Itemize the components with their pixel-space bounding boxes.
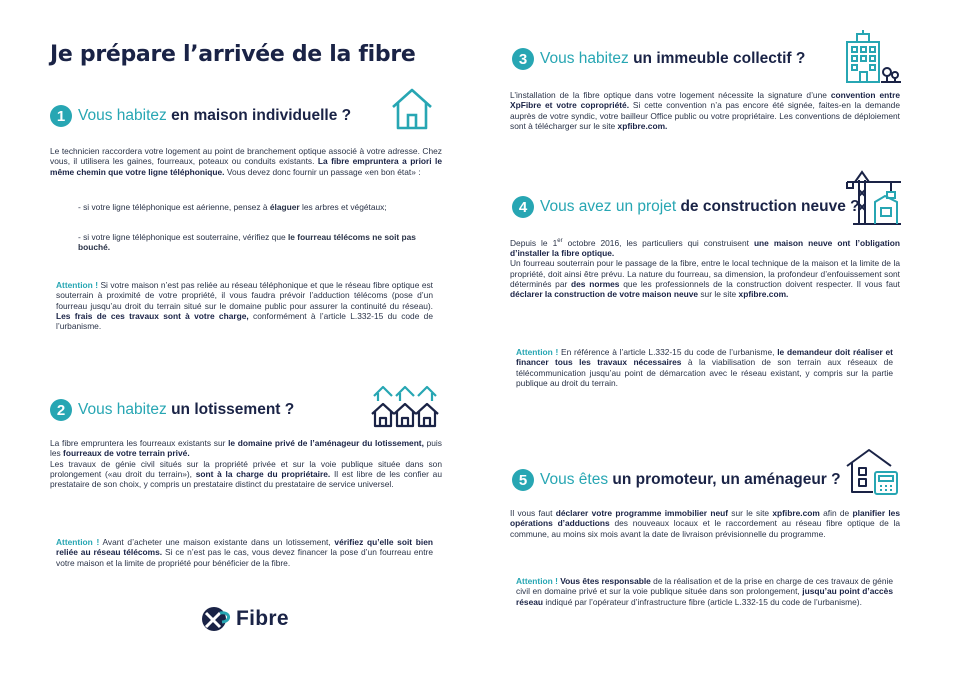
section-4-number: 4 — [512, 196, 534, 218]
section-1-number: 1 — [50, 105, 72, 127]
logo-text: Fibre — [236, 607, 289, 630]
s1-h-bold: en maison individuelle — [171, 107, 338, 124]
crane-icon — [845, 170, 903, 226]
section-2-heading: 2 Vous habitez un lotissement ? — [50, 399, 294, 421]
houses-icon — [370, 383, 440, 429]
s1-h-post: ? — [337, 107, 352, 124]
section-3-heading: 3 Vous habitez un immeuble collectif ? — [512, 48, 805, 70]
section-2-number: 2 — [50, 399, 72, 421]
house-icon — [389, 85, 435, 133]
xpfibre-logo — [200, 605, 289, 633]
s1-bullet-1: - si votre ligne téléphonique est aérienne, pensez à élaguer les arbres et végétaux; — [78, 202, 387, 212]
xpfibre-logo-icon — [200, 605, 234, 633]
section-3-number: 3 — [512, 48, 534, 70]
s3-paragraph: L’installation de la fibre optique dans votre logement nécessite la signature d’une convention entre XpFibre et votre copropriété. Si cette convention n’a pas encore été signée, faites-en la demande auprès de votre syndic, votre bailleur Office public ou votre propriétaire. Les conventions de déploiement sont à télécharger sur le site xpfibre.com. — [510, 90, 900, 131]
building-icon — [843, 28, 901, 84]
s5-paragraph: Il vous faut déclarer votre programme immobilier neuf sur le site xpfibre.com afin de planifier les opérations d’adductions des nouveaux locaux et le raccordement au réseau fibre optique de la commune, au moins six mois avant la date de livraison prévisionnelle du programme. — [510, 508, 901, 539]
section-4-heading: 4 Vous avez un projet de construction neuve ? — [512, 196, 860, 218]
section-5-number: 5 — [512, 469, 534, 491]
s2-attention: Attention ! Avant d’acheter une maison existante dans un lotissement, vérifiez qu’elle soit bien reliée au réseau télécoms. Si ce n’est pas le cas, vous devez financer la pose d’un fourreau entre votre maison et la limite de propriété pour bénéficier de la fibre. — [56, 537, 433, 568]
s1-bullet-2: - si votre ligne téléphonique est souterraine, vérifiez que le fourreau télécoms ne soit pas bouché. — [78, 232, 416, 253]
s2-paragraph-1: La fibre empruntera les fourreaux existants sur le domaine privé de l’aménageur du lotissement, puis les fourreaux de votre terrain privé. Les travaux de génie civil situés sur la propriété privée et sur la voie publique située dans son prolongement («au droit du terrain»), sont à la charge du propriétaire. Il est libre de les confier au prestataire de son choix, y compris un prestataire distinct du prestataire de service universel. — [50, 438, 442, 490]
s4-attention: Attention ! En référence à l’article L.332-15 du code de l’urbanisme, le demandeur doit réaliser et financer tous les travaux nécessaires à la viabilisation de son terrain aux réseaux de télécommunication jusqu’au point de démarcation avec le réseau existant, y compris sur la partie publique au droit du terrain. — [516, 347, 893, 388]
s1-attention: Attention ! Si votre maison n’est pas reliée au réseau téléphonique et que le réseau fibre optique est souterrain à proximité de votre propriété, il vous faudra prévoir l’adduction télécoms (pose d’un fourreau jusqu’au droit du terrain situé sur le domaine public pour assurer la continuité du réseau). Les frais de ces travaux sont à votre charge, conformément à l’article L.332-15 du code de l’urbanisme. — [56, 280, 433, 332]
s4-paragraph: Depuis le 1er octobre 2016, les particuliers qui construisent une maison neuve ont l’obligation d’installer la fibre optique. Un fourreau souterrain pour le passage de la fibre, entre le local technique de la maison et la limite de la propriété, doit ainsi être prévu. La nature du fourreau, sa dimension, la profondeur d’enfouissement sont déterminés par des normes que les professionnels de la construction doivent respecter. Il vous faut déclarer la construction de votre maison neuve sur le site xpfibre.com. — [510, 237, 900, 300]
section-1-heading — [50, 105, 351, 127]
s5-attention: Attention ! Vous êtes responsable de la réalisation et de la prise en charge de ces travaux de génie civil en domaine privé et sur la voie publique située dans son prolongement, jusqu’au point d’accès réseau indiqué par l’opérateur d’infrastructure fibre (article L.332-15 du code de l’urbanisme). — [516, 576, 894, 607]
s1-h-pre: Vous habitez — [78, 107, 172, 124]
promoter-icon — [845, 446, 901, 496]
s1-paragraph: Le technicien raccordera votre logement au point de branchement optique associé à votre adresse. Chez vous, il utilisera les gaines, fourreaux, poteaux ou conduits existants. La fibre empruntera a priori le même chemin que votre ligne téléphonique. Vous devez donc fournir un passage «en bon état» : — [50, 146, 442, 177]
page-title: Je prépare l’arrivée de la fibre — [50, 42, 416, 67]
section-5-heading: 5 Vous êtes un promoteur, un aménageur ? — [512, 469, 841, 491]
